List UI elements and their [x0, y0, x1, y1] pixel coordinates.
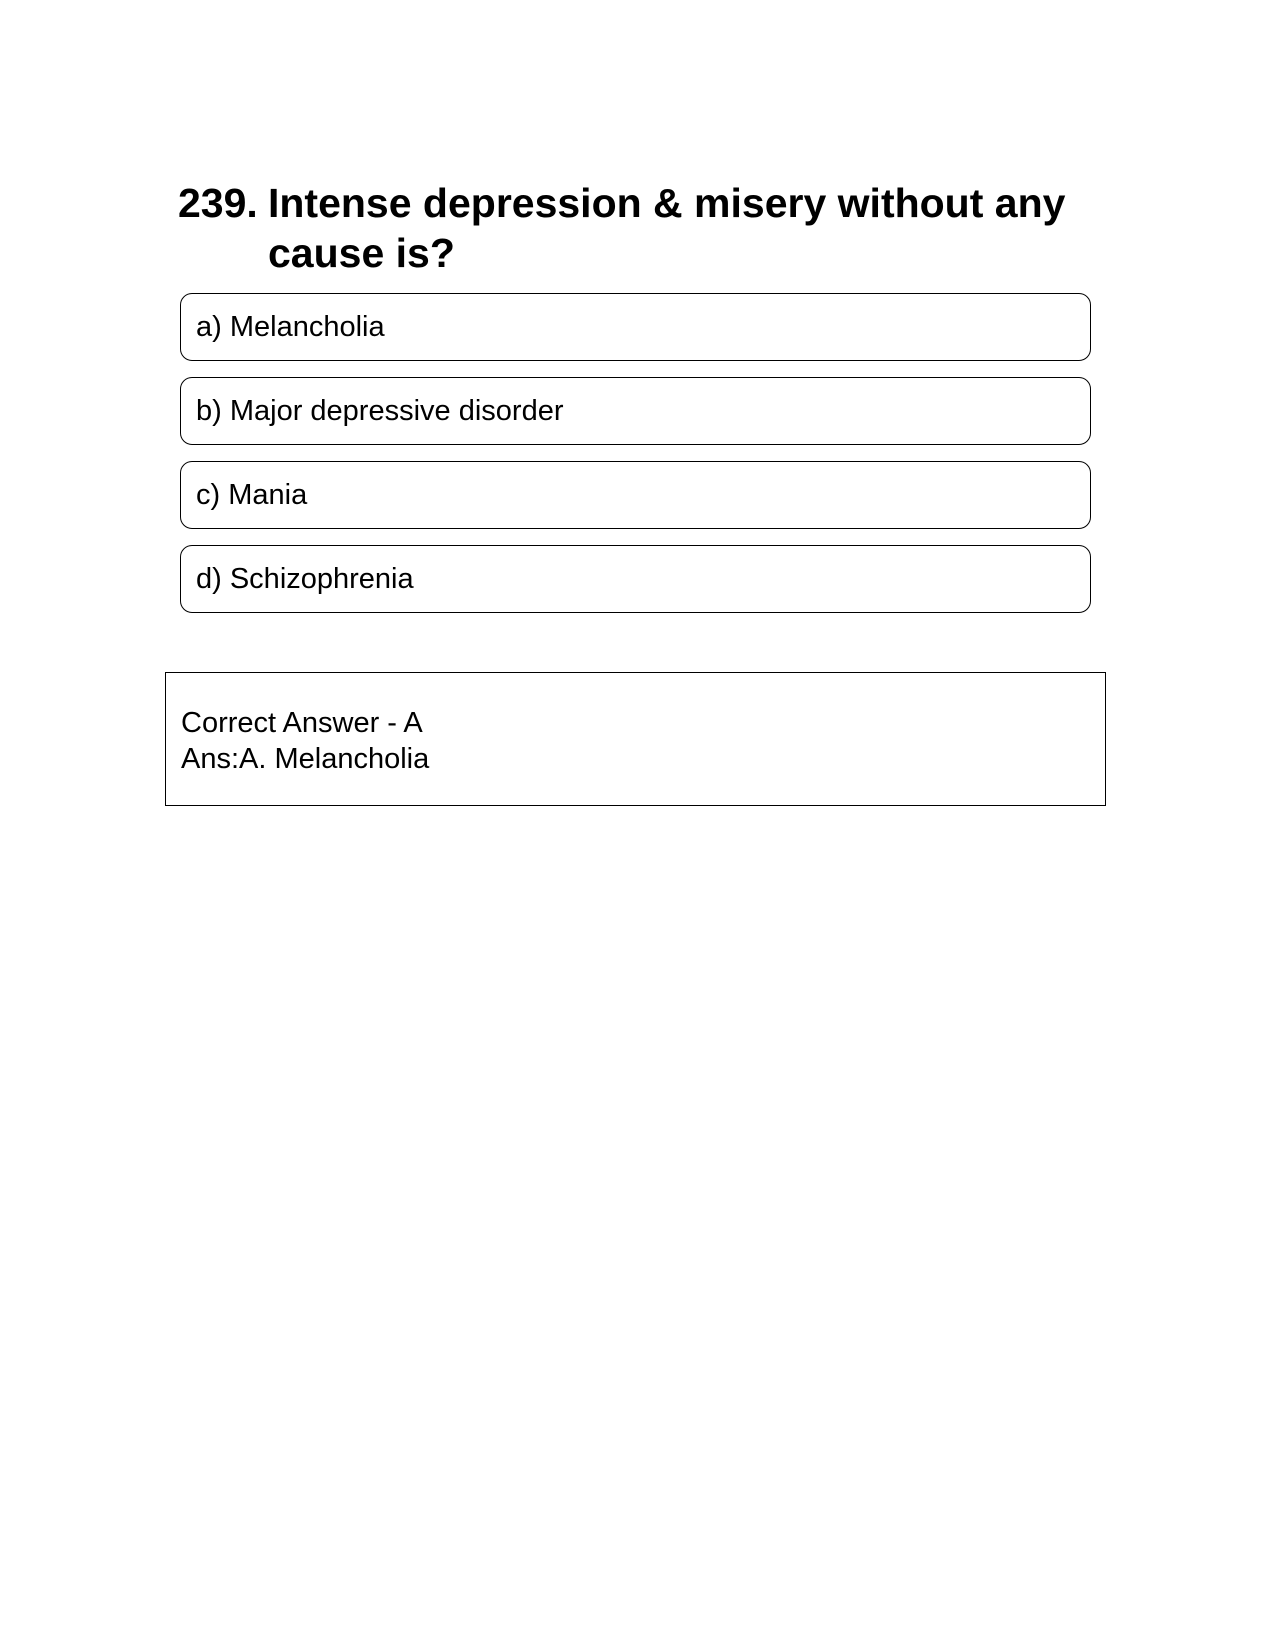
correct-answer-text: Correct Answer - A — [181, 707, 423, 739]
question-text: Intense depression & misery without any cause is? — [268, 180, 1066, 276]
option-c[interactable]: c) Mania — [180, 461, 1091, 529]
option-a[interactable]: a) Melancholia — [180, 293, 1091, 361]
answer-box — [165, 672, 1106, 806]
question-number: 239. — [178, 180, 258, 226]
option-d[interactable]: d) Schizophrenia — [180, 545, 1091, 613]
answer-explanation-text: Ans:A. Melancholia — [181, 743, 430, 775]
question-heading — [178, 178, 1098, 278]
option-b[interactable]: b) Major depressive disorder — [180, 377, 1091, 445]
options-list — [180, 293, 1091, 629]
